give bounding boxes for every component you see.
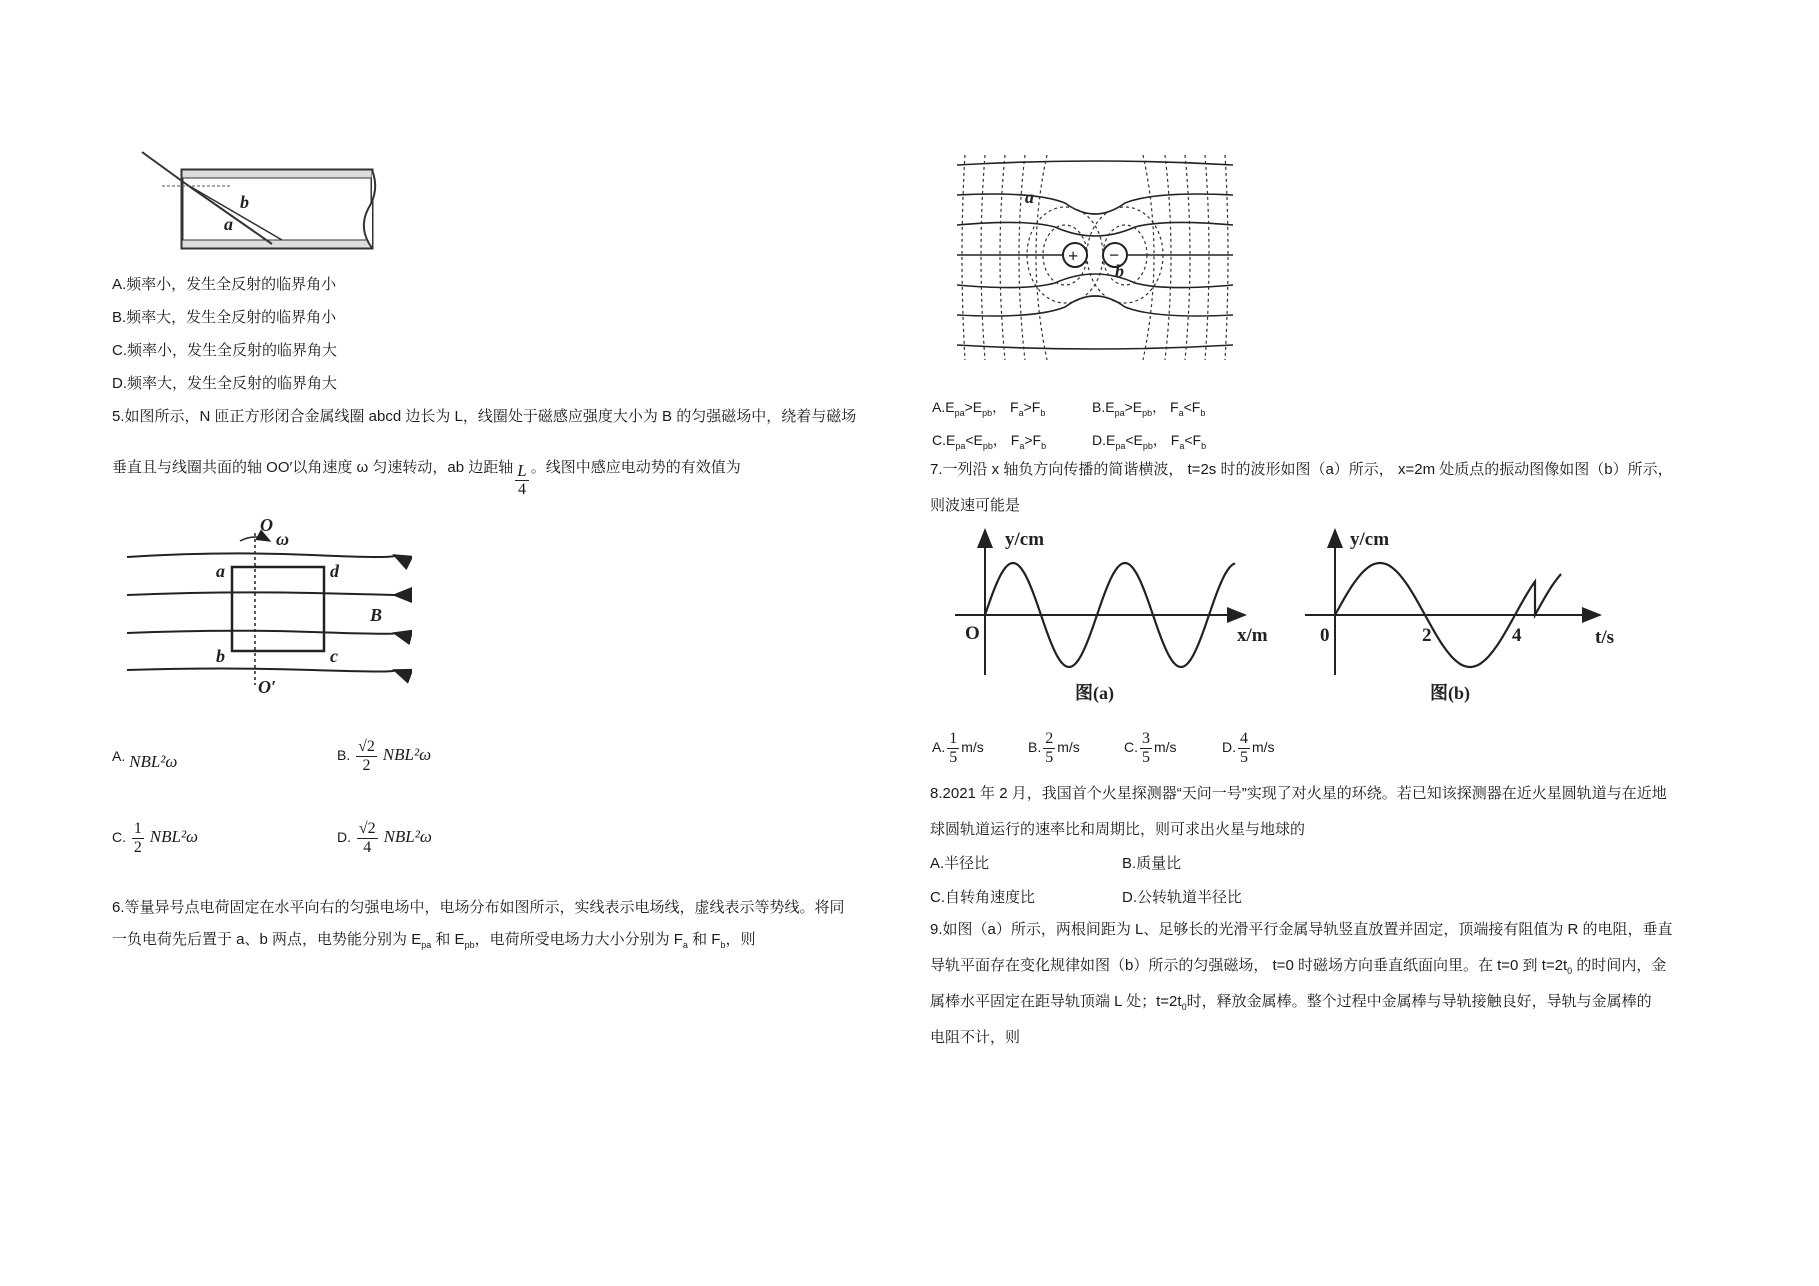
q7b-origin: 0	[1320, 625, 1330, 646]
q7-wave-figure-a	[945, 525, 1285, 710]
q5-label-Oprime: O′	[258, 677, 277, 695]
q9-stem-line4: 电阻不计，则	[930, 1029, 1021, 1046]
q7-vibration-figure-b	[1300, 525, 1640, 710]
q7-option-c: C. $\frac{3}{5}$ m/s	[1124, 730, 1177, 766]
q6-option-b: $B.E_{pa}>E_{pb}$， $F_a<F_b$	[1092, 399, 1206, 418]
q5-label-a: a	[216, 561, 225, 581]
q5-option-c: C. $\frac{1}{2}$ NBL²ω	[112, 820, 199, 856]
q5-option-a: A. NBL²ω	[112, 748, 178, 771]
q9-stem-line2: 导轨平面存在变化规律如图（b）所示的匀强磁场， t=0 时磁场方向垂直纸面向里。在 t=0 到 $t=2t_0$ 的时间内，金	[930, 957, 1667, 976]
q9-stem-line3: 属棒水平固定在距导轨顶端 L 处；$t=2t_0$时，释放金属棒。整个过程中金属棒与导轨接触良好，导轨与金属棒的	[930, 993, 1652, 1012]
q7-option-a: A. $\frac{1}{5}$ m/s	[932, 730, 984, 766]
q7-stem-line2: 则波速可能是	[930, 497, 1021, 514]
q4-refraction-figure	[122, 148, 392, 258]
q5-label-b: b	[216, 646, 225, 666]
q8-option-c: C.自转角速度比	[930, 889, 1036, 906]
q7a-xlabel: x/m	[1237, 625, 1268, 646]
q6-option-a: $A.E_{pa}>E_{pb}$， $F_a>F_b$	[932, 399, 1046, 418]
q7b-caption: 图(b)	[1430, 683, 1470, 703]
q5-stem-line2: 垂直且与线圈共面的轴 OO′以角速度 ω 匀速转动，ab 边距轴 $\frac{L}{4}$ 。线图中感应电动势的有效值为	[112, 459, 741, 498]
q5-label-c: c	[330, 646, 338, 666]
q4-option-b: B.频率大，发生全反射的临界角小	[112, 309, 337, 326]
q5-label-d: d	[330, 561, 339, 581]
q7b-xlabel: t/s	[1595, 627, 1614, 648]
q5-label-O: O	[260, 515, 273, 535]
q8-option-b: B.质量比	[1122, 855, 1182, 872]
q7a-caption: 图(a)	[1075, 683, 1114, 703]
q7-stem-line1: 7.一列沿 x 轴负方向传播的简谐横波， t=2s 时的波形如图（a）所示， x=2m 处质点的振动图像如图（b）所示，	[930, 461, 1673, 478]
q8-option-d: D.公转轨道半径比	[1122, 889, 1243, 906]
q5-label-B: B	[370, 605, 383, 625]
q7b-ylabel: y/cm	[1350, 529, 1390, 550]
q7-option-b: B. $\frac{2}{5}$ m/s	[1028, 730, 1080, 766]
q7-option-d: D. $\frac{4}{5}$ m/s	[1222, 730, 1275, 766]
q4-label-a: a	[224, 214, 233, 234]
q6-field-figure	[955, 155, 1235, 360]
q7b-tick-2: 2	[1422, 625, 1432, 646]
q6-stem-line1: 6.等量异号点电荷固定在水平向右的匀强电场中，电场分布如图所示，实线表示电场线，虚线表示等势线。将同	[112, 899, 845, 916]
q6-label-b: b	[1115, 261, 1124, 281]
q5-label-omega: ω	[276, 529, 290, 549]
q7a-origin: O	[965, 623, 980, 644]
q5-option-b: B. $\frac{√2}{2}$ NBL²ω	[337, 738, 432, 774]
q8-stem-line1: 8.2021 年 2 月，我国首个火星探测器“天问一号”实现了对火星的环绕。若已知该探测器在近火星圆轨道与在近地	[930, 785, 1667, 802]
q4-option-d: D.频率大，发生全反射的临界角大	[112, 375, 338, 392]
q6-minus-charge: −	[1109, 245, 1120, 265]
q4-label-b: b	[240, 192, 249, 212]
q5-stem-line1: 5.如图所示，N 匝正方形闭合金属线圈 abcd 边长为 L，线圈处于磁感应强度大小为 B 的匀强磁场中，绕着与磁场	[112, 408, 857, 425]
q4-option-a: A.频率小，发生全反射的临界角小	[112, 276, 337, 293]
q5-option-d: D. $\frac{√2}{4}$ NBL²ω	[337, 820, 432, 856]
q6-option-c: $C.E_{pa}<E_{pb}$， $F_a>F_b$	[932, 432, 1047, 451]
q7a-ylabel: y/cm	[1005, 529, 1045, 550]
q6-label-a: a	[1025, 187, 1034, 207]
q8-stem-line2: 球圆轨道运行的速率比和周期比，则可求出火星与地球的	[930, 821, 1306, 838]
q5-coil-figure	[122, 515, 412, 695]
q6-stem-line2: 一负电荷先后置于 a、b 两点，电势能分别为 $E_{pa}$ 和 $E_{pb}$，电荷所受电场力大小分别为 $F_a$ 和 $F_b$，则	[112, 931, 756, 950]
q4-option-c: C.频率小，发生全反射的临界角大	[112, 342, 338, 359]
q9-stem-line1: 9.如图（a）所示，两根间距为 L、足够长的光滑平行金属导轨竖直放置并固定，顶端接有阻值为 R 的电阻，垂直	[930, 921, 1673, 938]
q7b-tick-4: 4	[1512, 625, 1522, 646]
q6-plus-charge: +	[1068, 246, 1079, 266]
q8-option-a: A.半径比	[930, 855, 990, 872]
q6-option-d: $D.E_{pa}<E_{pb}$， $F_a<F_b$	[1092, 432, 1207, 451]
